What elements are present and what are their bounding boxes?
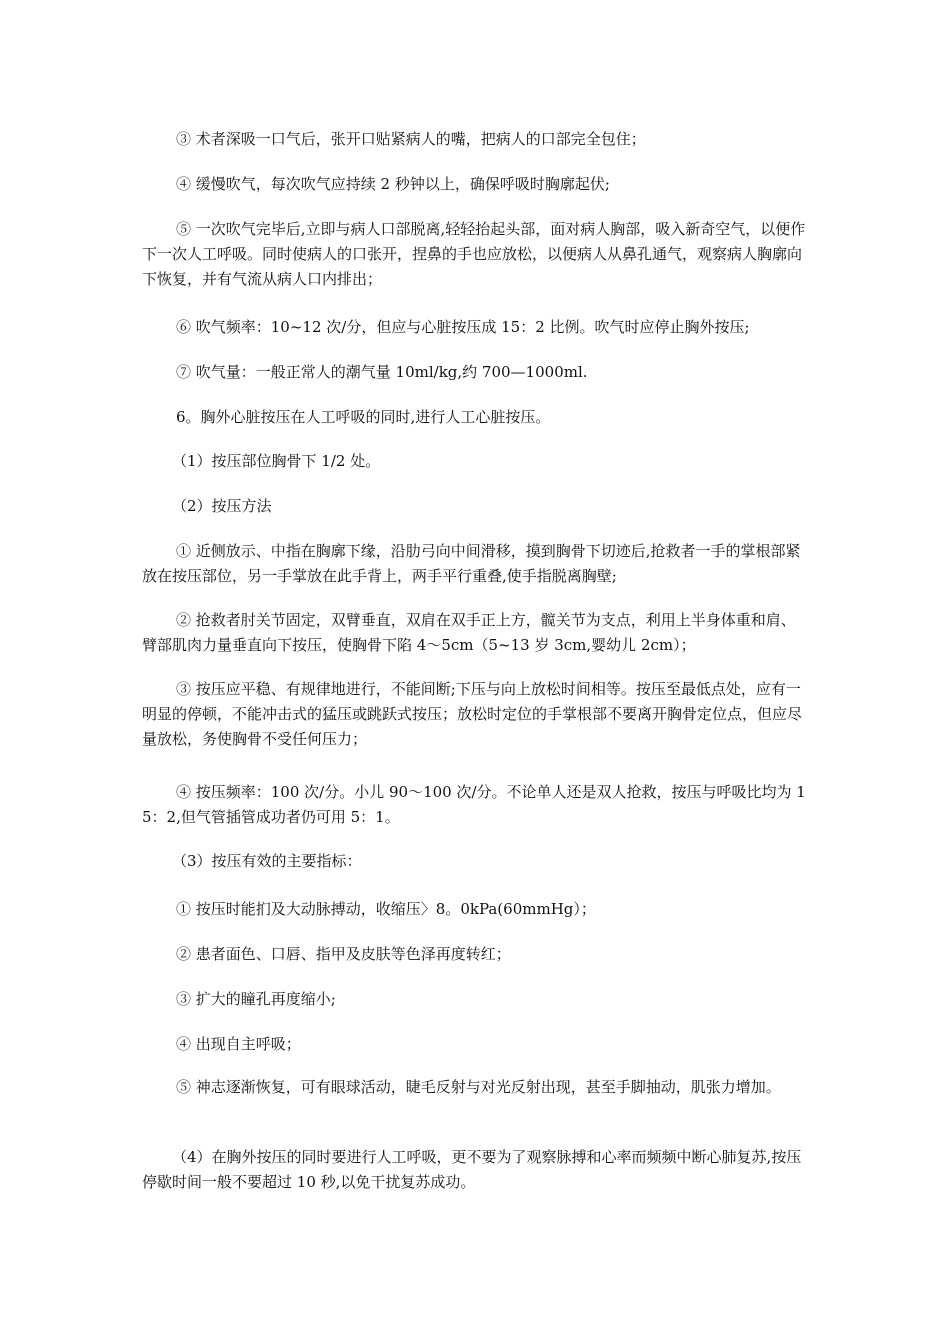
paragraph-15: ② 患者面色、口唇、指甲及皮肤等色泽再度转红； bbox=[176, 945, 511, 963]
paragraph-7: （1）按压部位胸骨下 1/2 处。 bbox=[172, 452, 381, 470]
paragraph-11: ③ 按压应平稳、有规律地进行，不能间断;下压与向上放松时间相等。按压至最低点处，应有一明显的停顿，不能冲击式的猛压或跳跃式按压；放松时定位的手掌根部不要离开胸骨定位点，但应尽量放松，务使胸骨不受任何压力； bbox=[142, 680, 803, 748]
paragraph-4: ⑥ 吹气频率：10~12 次/分，但应与心脏按压成 15：2 比例。吹气时应停止胸外按压; bbox=[176, 318, 750, 336]
paragraph-13: （3）按压有效的主要指标： bbox=[172, 852, 362, 870]
paragraph-8: （2）按压方法 bbox=[172, 497, 272, 515]
paragraph-3: ⑤ 一次吹气完毕后,立即与病人口部脱离,轻轻抬起头部，面对病人胸部，吸入新奇空气，以便作下一次人工呼吸。同时使病人的口张开，捏鼻的手也应放松，以便病人从鼻孔通气，观察病人胸廓向下恢复，并有气流从病人口内排出； bbox=[142, 220, 806, 288]
paragraph-19: （4）在胸外按压的同时要进行人工呼吸，更不要为了观察脉搏和心率而频频中断心肺复苏,按压停歇时间一般不要超过 10 秒,以免干扰复苏成功。 bbox=[142, 1148, 802, 1191]
paragraph-10: ② 抢救者肘关节固定，双臂垂直，双肩在双手正上方，髋关节为支点，利用上半身体重和肩、臂部肌肉力量垂直向下按压，使胸骨下陷 4～5cm（5~13 岁 3cm,婴幼儿 2cm）； bbox=[142, 611, 796, 654]
paragraph-9: ① 近侧放示、中指在胸廓下缘，沿肋弓向中间滑移，摸到胸骨下切迹后,抢救者一手的掌根部紧放在按压部位，另一手掌放在此手背上，两手平行重叠,使手指脱离胸壁; bbox=[142, 542, 801, 585]
paragraph-16: ③ 扩大的瞳孔再度缩小; bbox=[176, 990, 336, 1008]
paragraph-5: ⑦ 吹气量：一般正常人的潮气量 10ml/kg,约 700—1000ml. bbox=[176, 363, 588, 381]
paragraph-12: ④ 按压频率：100 次/分。小儿 90～100 次/分。不论单人还是双人抢救，按压与呼吸比均为 15：2,但气管插管成功者仍可用 5：1。 bbox=[142, 783, 806, 826]
paragraph-18: ⑤ 神志逐渐恢复，可有眼球活动，睫毛反射与对光反射出现，甚至手脚抽动，肌张力增加。 bbox=[176, 1078, 781, 1096]
paragraph-6: 6。胸外心脏按压在人工呼吸的同时,进行人工心脏按压。 bbox=[176, 408, 551, 426]
paragraph-1: ③ 术者深吸一口气后，张开口贴紧病人的嘴，把病人的口部完全包住； bbox=[176, 130, 646, 148]
paragraph-14: ① 按压时能扪及大动脉搏动，收缩压〉8。0kPa(60mmHg）； bbox=[176, 900, 596, 918]
paragraph-17: ④ 出现自主呼吸； bbox=[176, 1035, 301, 1053]
paragraph-2: ④ 缓慢吹气，每次吹气应持续 2 秒钟以上，确保呼吸时胸廓起伏; bbox=[176, 175, 610, 193]
